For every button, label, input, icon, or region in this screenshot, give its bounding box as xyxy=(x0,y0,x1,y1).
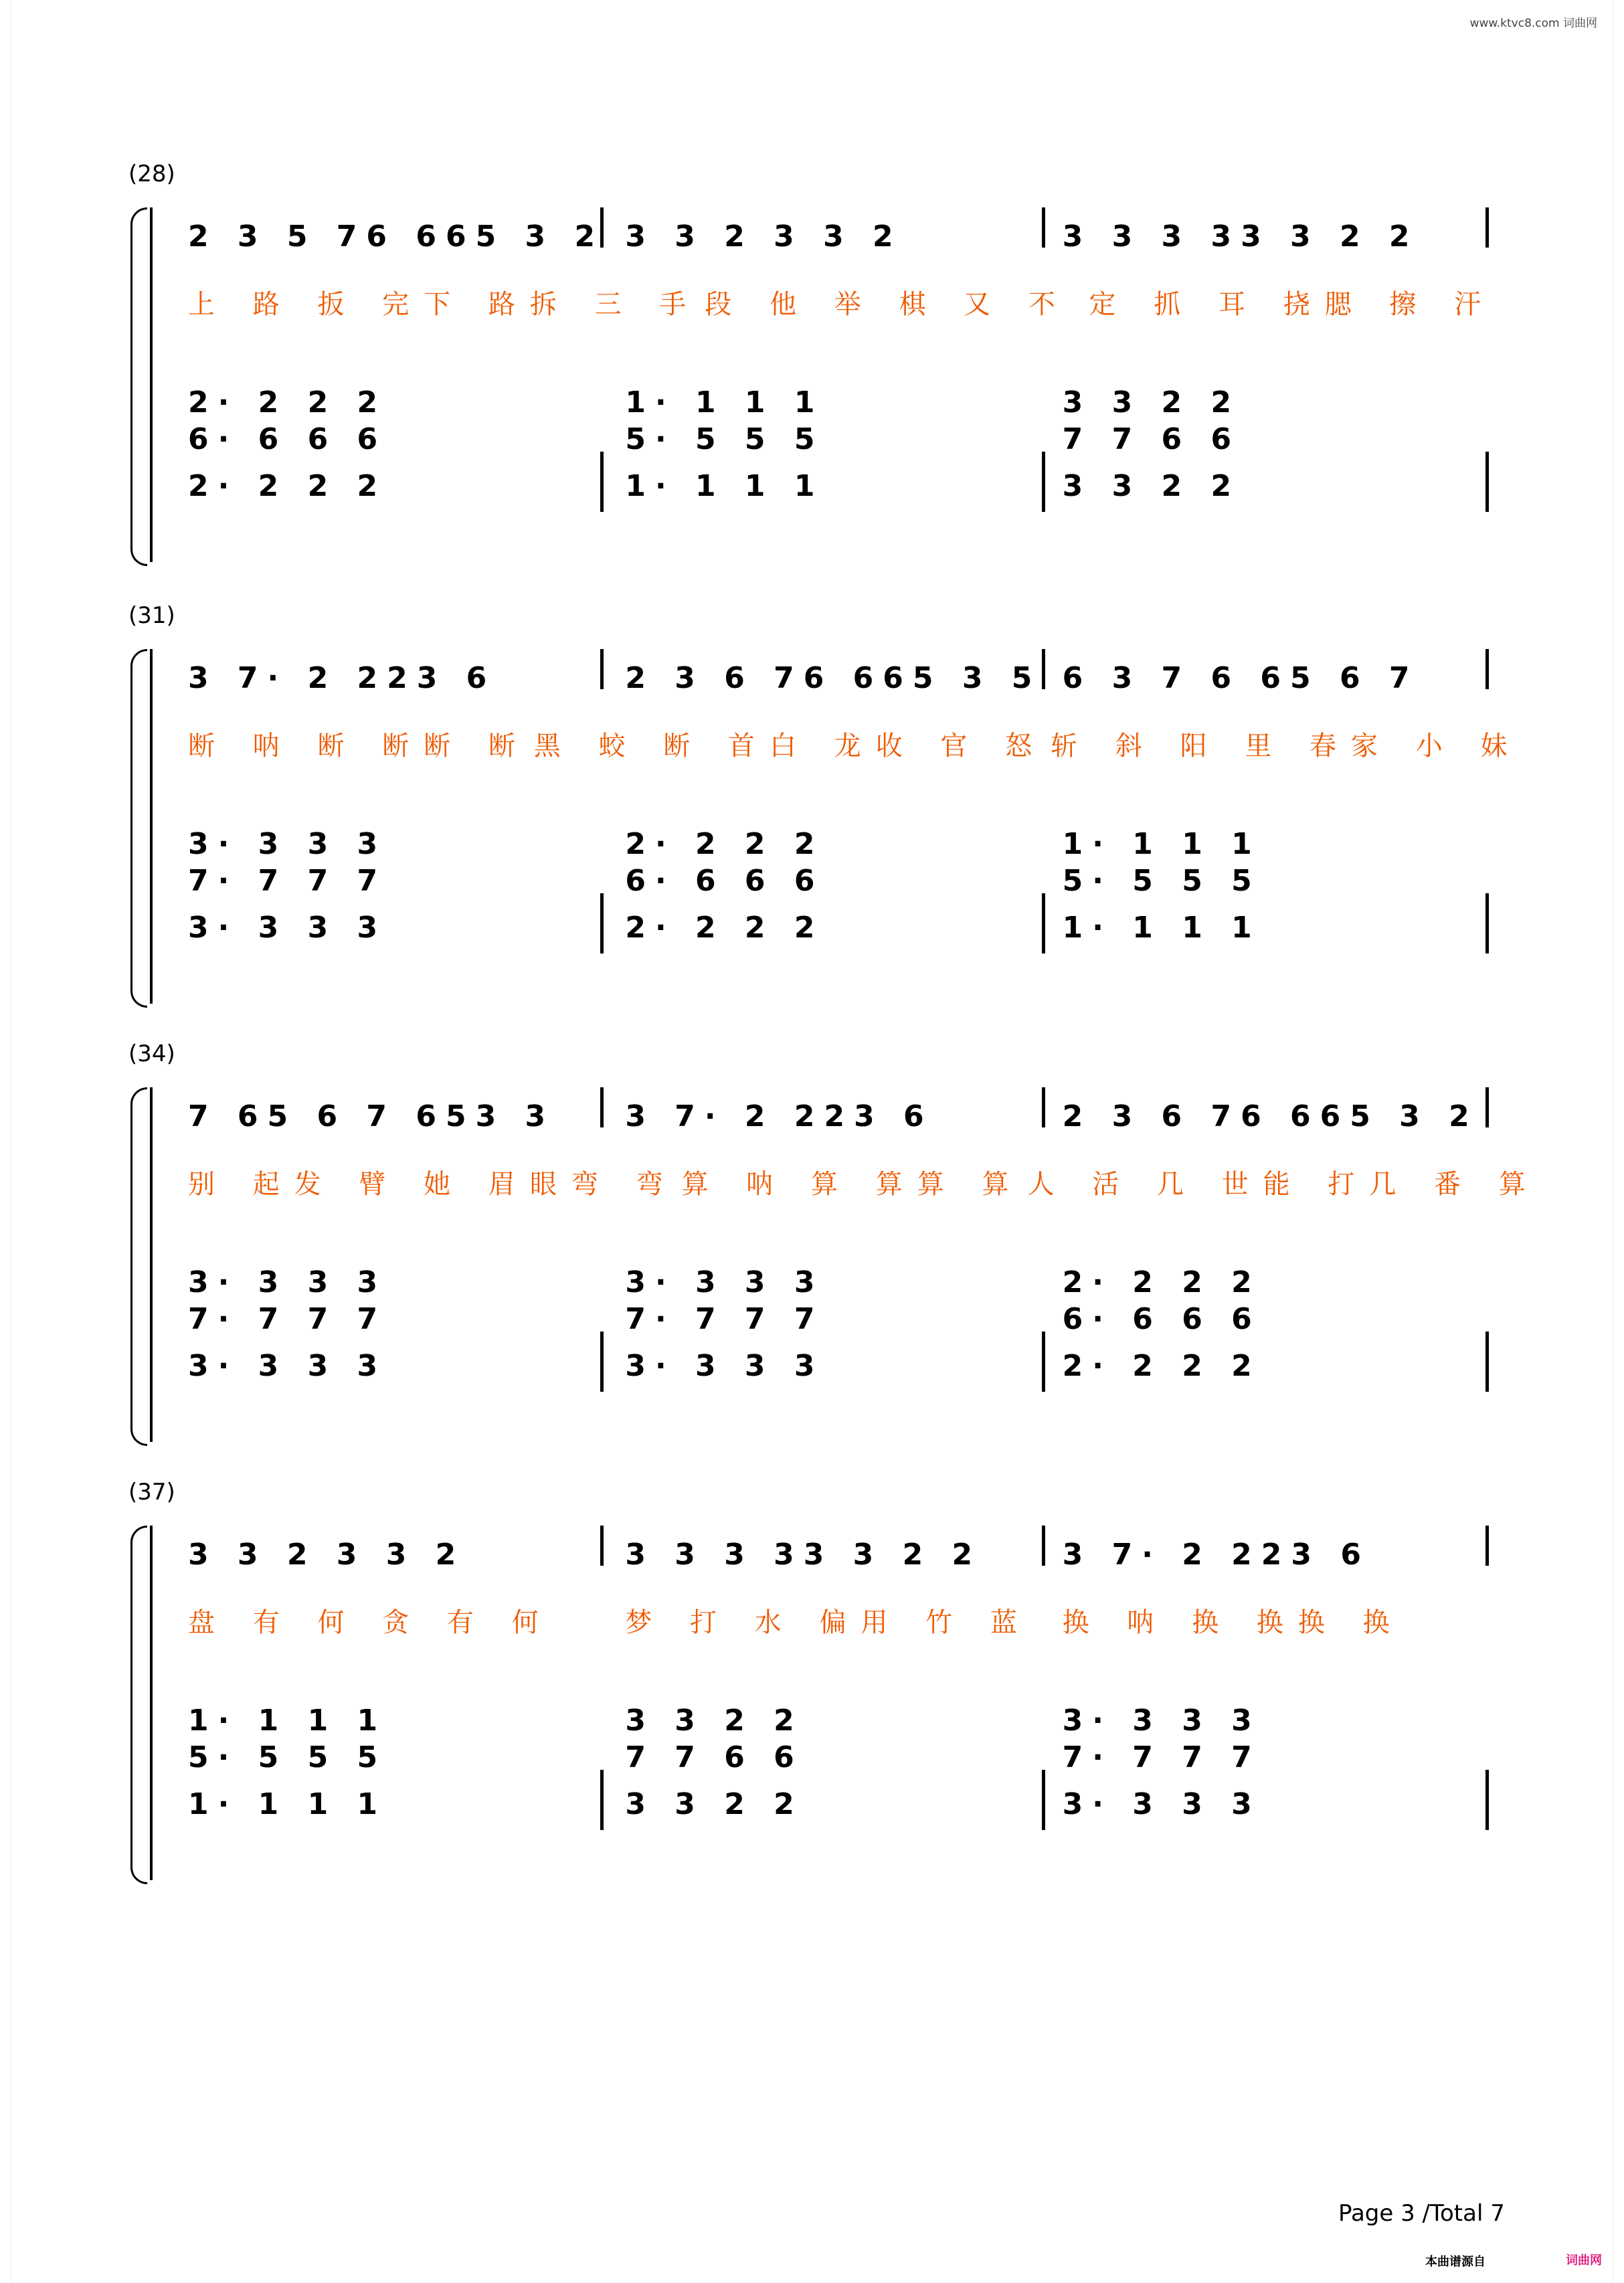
system-line xyxy=(150,1526,153,1880)
chord-measure: 5· 5 5 5 xyxy=(1062,864,1261,898)
left-margin-strip xyxy=(0,0,11,2283)
system-bracket xyxy=(130,649,147,1008)
lyrics-measure: 盘 有 何 贪 有 何 xyxy=(188,1607,553,1638)
melody-measure: 3 3 2 3 3 2 xyxy=(625,219,903,254)
lyrics-measure: 人 活 几 世能 打几 番 算 xyxy=(1027,1169,1540,1200)
melody-measure: 3 7· 2 223 6 xyxy=(1062,1538,1370,1572)
melody-row xyxy=(184,1099,1496,1133)
chord-measure: 7 7 6 6 xyxy=(1062,422,1241,456)
chord-measure: 1· 1 1 1 xyxy=(1062,827,1261,861)
lyrics-measure: 算 呐 算 算算 算 xyxy=(681,1169,1024,1200)
chord-row-middle xyxy=(184,1302,1496,1336)
melody-measure: 3 7· 2 223 6 xyxy=(625,1099,933,1133)
chord-row-bottom xyxy=(184,1787,1496,1821)
chord-measure: 3· 3 3 3 xyxy=(188,1265,387,1299)
chord-measure: 6· 6 6 6 xyxy=(625,864,824,898)
chord-measure: 2· 2 2 2 xyxy=(1062,1349,1261,1383)
lyrics-measure: 梦 打 水 偏用 竹 蓝 xyxy=(625,1607,1032,1638)
melody-measure: 2 3 6 76 665 3 5 xyxy=(625,661,1042,695)
chord-measure: 3 3 2 2 xyxy=(1062,469,1241,503)
melody-row xyxy=(184,1540,1496,1570)
chord-measure: 3· 3 3 3 xyxy=(188,1349,387,1383)
chord-measure: 2· 2 2 2 xyxy=(625,911,824,945)
system-bracket xyxy=(130,1087,147,1446)
chord-row-middle xyxy=(184,1740,1496,1774)
chord-measure: 7· 7 7 7 xyxy=(625,1302,824,1336)
melody-measure: 3 3 2 3 3 2 xyxy=(188,1538,466,1572)
chord-measure: 1· 1 1 1 xyxy=(1062,911,1261,945)
system-line xyxy=(150,1087,153,1442)
chord-measure: 7 7 6 6 xyxy=(625,1740,804,1774)
system-line xyxy=(150,207,153,562)
melody-row xyxy=(184,219,1496,254)
system-line xyxy=(150,649,153,1004)
lyrics-row xyxy=(184,731,1522,761)
measure-number: (34) xyxy=(128,1040,175,1067)
chord-measure: 2· 2 2 2 xyxy=(625,827,824,861)
melody-measure: 3 3 3 33 3 2 2 xyxy=(625,1538,982,1572)
chord-measure: 3· 3 3 3 xyxy=(1062,1704,1261,1738)
chord-measure: 1· 1 1 1 xyxy=(188,1704,387,1738)
lyrics-row xyxy=(184,291,1496,318)
lyrics-measure: 黑 蛟 断 首白 龙收 官 怒 xyxy=(533,731,1047,761)
lyrics-measure: 别 起发 臂 她 眉眼弯 弯 xyxy=(188,1169,678,1200)
chord-measure: 7· 7 7 7 xyxy=(1062,1740,1261,1774)
melody-measure: 7 65 6 7 653 3 xyxy=(188,1099,555,1133)
melody-measure: 2 3 6 76 665 3 2 xyxy=(1062,1099,1479,1133)
chord-measure: 3· 3 3 3 xyxy=(1062,1787,1261,1821)
chord-measure: 1· 1 1 1 xyxy=(188,1787,387,1821)
right-margin-strip xyxy=(1613,0,1624,2283)
lyrics-measure: 斩 斜 阳 里 春家 小 妹 xyxy=(1051,731,1522,761)
chord-row-middle xyxy=(184,422,1496,456)
chord-row-bottom xyxy=(184,469,1496,503)
chord-measure: 3· 3 3 3 xyxy=(188,911,387,945)
chord-measure: 2· 2 2 2 xyxy=(1062,1265,1261,1299)
page-indicator: Page 3 /Total 7 xyxy=(1338,2200,1505,2227)
score-system-3 xyxy=(127,1040,1540,1415)
chord-measure: 6· 6 6 6 xyxy=(188,422,387,456)
system-bracket xyxy=(130,1526,147,1884)
chord-row-top xyxy=(184,1706,1496,1736)
chord-row-bottom xyxy=(184,913,1496,943)
chord-row-middle xyxy=(184,866,1496,896)
chord-measure: 6· 6 6 6 xyxy=(1062,1302,1261,1336)
chord-measure: 3· 3 3 3 xyxy=(188,827,387,861)
chord-measure: 3 3 2 2 xyxy=(625,1787,804,1821)
melody-measure: 6 3 7 6 65 6 7 xyxy=(1062,661,1419,695)
source-credit: 本曲谱源自 xyxy=(1425,2255,1485,2269)
chord-measure: 1· 1 1 1 xyxy=(625,469,824,503)
chord-measure: 7· 7 7 7 xyxy=(188,1302,387,1336)
chord-measure: 5· 5 5 5 xyxy=(188,1740,387,1774)
measure-number: (31) xyxy=(128,602,175,629)
lyrics-measure: 定 抓 耳 挠腮 擦 汗 xyxy=(1089,289,1496,320)
measure-number: (37) xyxy=(128,1479,175,1505)
chord-measure: 3 3 2 2 xyxy=(1062,385,1241,420)
melody-measure: 2 3 5 76 665 3 2 xyxy=(188,219,605,254)
site-watermark: www.ktvc8.com 词曲网 xyxy=(1469,17,1597,30)
lyrics-measure: 段 他 举 棋 又 不 xyxy=(705,289,1070,320)
chord-measure: 3· 3 3 3 xyxy=(625,1349,824,1383)
system-bracket xyxy=(130,207,147,566)
melody-measure: 3 7· 2 223 6 xyxy=(188,661,497,695)
score-system-1 xyxy=(127,161,1496,535)
chord-row-bottom xyxy=(184,1349,1496,1383)
lyrics-measure: 换 呐 换 换换 换 xyxy=(1062,1607,1405,1638)
measure-number: (28) xyxy=(128,161,175,187)
chord-row-top xyxy=(184,385,1496,420)
chord-measure: 5· 5 5 5 xyxy=(625,422,824,456)
score-system-2 xyxy=(127,602,1522,977)
chord-measure: 2· 2 2 2 xyxy=(188,385,387,420)
lyrics-row xyxy=(184,1169,1540,1200)
melody-measure: 3 3 3 33 3 2 2 xyxy=(1062,219,1419,254)
score-system-4 xyxy=(127,1479,1496,1853)
chord-measure: 7· 7 7 7 xyxy=(188,864,387,898)
chord-measure: 3· 3 3 3 xyxy=(625,1265,824,1299)
chord-row-top xyxy=(184,827,1496,861)
chord-measure: 2· 2 2 2 xyxy=(188,469,387,503)
lyrics-measure: 上 路 扳 完下 路拆 三 手 xyxy=(188,289,701,320)
melody-row xyxy=(184,661,1496,695)
site-logo: 词曲网 xyxy=(1566,2254,1602,2268)
chord-row-top xyxy=(184,1265,1496,1299)
lyrics-row xyxy=(184,1609,1496,1636)
chord-measure: 3 3 2 2 xyxy=(625,1704,804,1738)
chord-measure: 1· 1 1 1 xyxy=(625,385,824,420)
lyrics-measure: 断 呐 断 断断 断 xyxy=(188,731,530,761)
